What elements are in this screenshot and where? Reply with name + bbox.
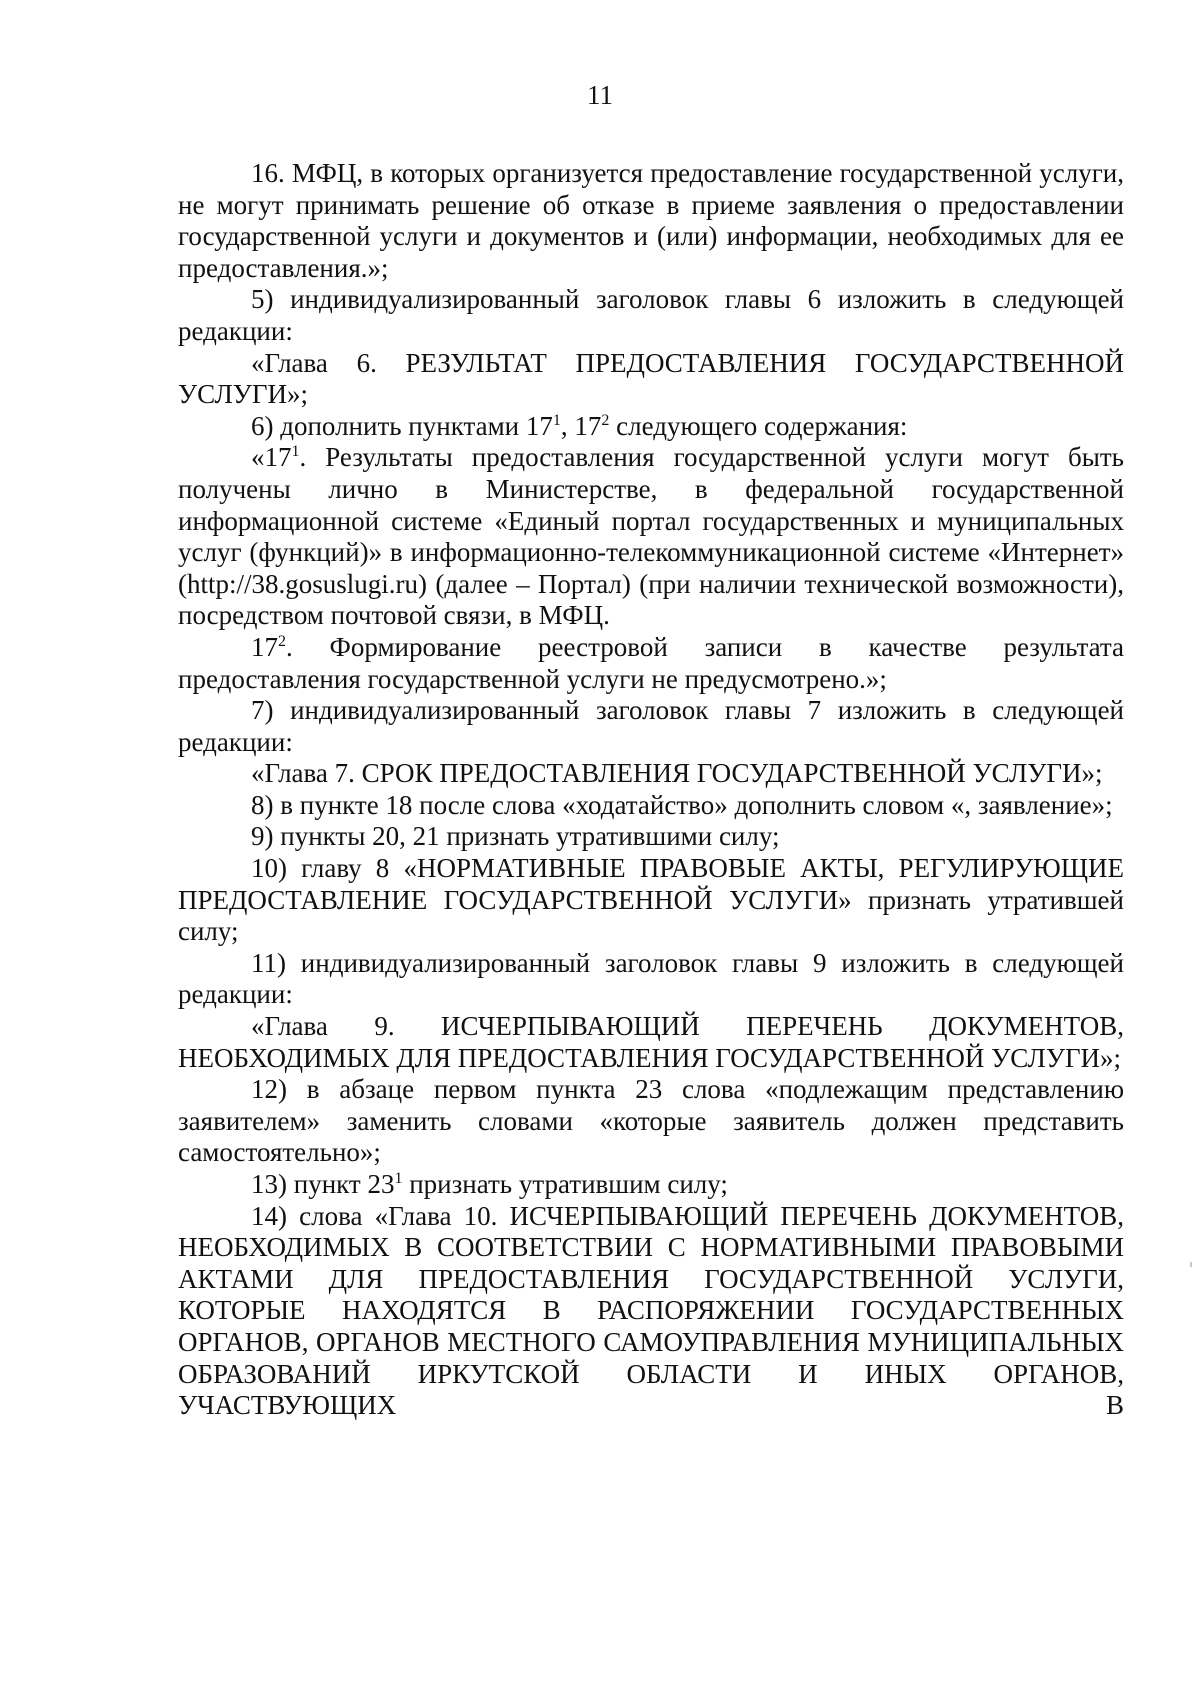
- paragraph-p11q: [178, 1011, 1124, 1074]
- paragraph-p5: [178, 284, 1124, 347]
- superscript: 1: [394, 1170, 403, 1187]
- paragraph-text: 6) дополнить пунктами 17: [251, 410, 553, 441]
- paragraph-text: признать утратившим силу;: [402, 1169, 728, 1199]
- paragraph-text: «17: [251, 442, 292, 473]
- paragraph-text: «Глава 6. РЕЗУЛЬТАТ ПРЕДОСТАВЛЕНИЯ ГОСУДАРСТВЕННОЙ УСЛУГИ»;: [178, 347, 1124, 410]
- paragraph-p8: [178, 790, 1124, 822]
- paragraph-text: 9) пункты 20, 21 признать утратившими силу;: [251, 821, 780, 852]
- paragraph-p172: [178, 632, 1124, 695]
- paragraph-p12: [178, 1074, 1124, 1169]
- paragraph-text: 12) в абзаце первом пункта 23 слова «подлежащим представлению заявителем» заменить словами «которые заявитель должен представить самостоятельно»;: [178, 1074, 1124, 1168]
- paragraph-text: . Результаты предоставления государственной услуги могут быть получены лично в Министерстве, в федеральной государственной информационной системе «Единый портал государственных и муниципальных услуг (функций)» в информационно-телекоммуникационной системе «Интернет» (http://38.gosuslugi.ru) (далее – Портал) (при наличии технической возможности), посредством почтовой связи, в МФЦ.: [178, 442, 1124, 631]
- paragraph-p11: [178, 948, 1124, 1011]
- paragraph-text: «Глава 7. СРОК ПРЕДОСТАВЛЕНИЯ ГОСУДАРСТВЕННОЙ УСЛУГИ»;: [251, 758, 1103, 789]
- paragraph-text: 17: [251, 631, 278, 662]
- paragraph-p9: [178, 821, 1124, 853]
- paragraph-text: 11) индивидуализированный заголовок главы 9 изложить в следующей редакции:: [178, 947, 1124, 1010]
- paragraph-text: 16. МФЦ, в которых организуется предоставление государственной услуги, не могут принимать решение об отказе в приеме заявления о предоставлении государственной услуги и документов и (или) информации, необходимых для ее предоставления.»;: [178, 158, 1124, 283]
- superscript: 2: [278, 632, 286, 650]
- paragraph-p10: [178, 853, 1124, 948]
- paragraph-p6: [178, 411, 1124, 443]
- superscript: 2: [601, 411, 610, 429]
- paragraph-text: 8) в пункте 18 после слова «ходатайство» дополнить словом «, заявление»;: [251, 789, 1113, 820]
- paragraph-text: , 17: [560, 410, 602, 441]
- paragraph-p13: [178, 1169, 1124, 1201]
- paragraph-text: следующего содержания:: [609, 410, 908, 441]
- superscript: 1: [291, 443, 300, 461]
- paragraph-text: «Глава 9. ИСЧЕРПЫВАЮЩИЙ ПЕРЕЧЕНЬ ДОКУМЕНТОВ, НЕОБХОДИМЫХ ДЛЯ ПРЕДОСТАВЛЕНИЯ ГОСУДАРСТВЕННОЙ УСЛУГИ»;: [178, 1011, 1124, 1073]
- document-body: [178, 158, 1124, 1422]
- scan-artifact: [1190, 1262, 1192, 1267]
- paragraph-p14: [178, 1201, 1124, 1422]
- paragraph-p7q: [178, 758, 1124, 790]
- paragraph-text: . Формирование реестровой записи в качестве результата предоставления государственной услуги не предусмотрено.»;: [178, 631, 1124, 694]
- paragraph-p5q: [178, 348, 1124, 411]
- paragraph-text: 14) слова «Глава 10. ИСЧЕРПЫВАЮЩИЙ ПЕРЕЧЕНЬ ДОКУМЕНТОВ, НЕОБХОДИМЫХ В СООТВЕТСТВИИ С НОРМАТИВНЫМИ ПРАВОВЫМИ АКТАМИ ДЛЯ ПРЕДОСТАВЛЕНИЯ ГОСУДАРСТВЕННОЙ УСЛУГИ, КОТОРЫЕ НАХОДЯТСЯ В РАСПОРЯЖЕНИИ ГОСУДАРСТВЕННЫХ ОРГАНОВ, ОРГАНОВ МЕСТНОГО САМОУПРАВЛЕНИЯ МУНИЦИПАЛЬНЫХ ОБРАЗОВАНИЙ ИРКУТСКОЙ ОБЛАСТИ И ИНЫХ ОРГАНОВ, УЧАСТВУЮЩИХ В: [178, 1200, 1124, 1421]
- paragraph-text: 5) индивидуализированный заголовок главы 6 изложить в следующей редакции:: [178, 284, 1124, 346]
- superscript: 1: [552, 411, 561, 429]
- page-number: 11: [587, 80, 613, 110]
- paragraph-text: 13) пункт 23: [251, 1169, 395, 1199]
- paragraph-p16: [178, 158, 1124, 284]
- paragraph-p171: [178, 442, 1124, 632]
- paragraph-text: 7) индивидуализированный заголовок главы 7 изложить в следующей редакции:: [178, 695, 1124, 757]
- paragraph-p7: [178, 695, 1124, 758]
- paragraph-text: 10) главу 8 «НОРМАТИВНЫЕ ПРАВОВЫЕ АКТЫ, РЕГУЛИРУЮЩИЕ ПРЕДОСТАВЛЕНИЕ ГОСУДАРСТВЕННОЙ УСЛУГИ» признать утратившей силу;: [178, 853, 1124, 947]
